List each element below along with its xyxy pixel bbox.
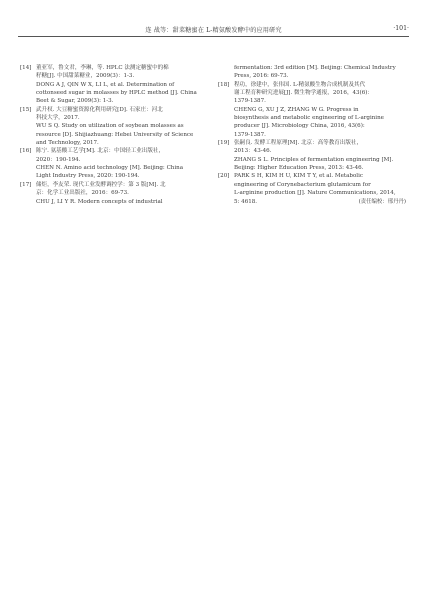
reference-entry <box>20 181 206 206</box>
running-header <box>18 24 409 37</box>
reference-line: Beijing: Higher Education Press, 2013: 43-46. <box>234 165 364 172</box>
reference-entry <box>20 64 206 106</box>
reference-line: 5: 4618. <box>234 198 258 205</box>
reference-line: CHU J, LI Y R. Modern concepts of industrial <box>36 198 163 205</box>
editor-note: (责任编校：邢丹丹) <box>358 198 406 205</box>
page-number: ·101· <box>393 25 409 32</box>
reference-line: Press, 2016: 69-73. <box>234 73 289 80</box>
reference-line: 程功，徐建中，张伟国. L-精氨酸生物合成机制及其代 <box>234 81 366 88</box>
reference-line: biosynthesis and metabolic engineering of L-arginine <box>234 115 384 122</box>
reference-line: 谢工程育种研究进展[J]. 微生物学通报，2016，43(6)： <box>234 90 373 97</box>
reference-line: producer [J]. Microbiology China, 2016, 43(6): <box>234 123 365 130</box>
reference-number: [18] <box>218 81 230 88</box>
reference-line: PARK S H, KIM H U, KIM T Y, et al. Metabolic <box>234 173 363 180</box>
reference-entry <box>218 139 406 172</box>
reference-number: [19] <box>218 140 230 147</box>
reference-line: engineering of Corynebacterium glutamicum for <box>234 181 371 188</box>
reference-line: 2013：43-46. <box>234 148 272 155</box>
reference-line: Beet & Sugar, 2009(3): 1-3. <box>36 98 114 105</box>
reference-line: and Technology, 2017. <box>36 140 99 147</box>
reference-entry <box>218 64 406 81</box>
reference-line: 科技大学，2017. <box>36 115 80 122</box>
references-left-column <box>20 64 206 206</box>
reference-line: 储炬，李友荣. 现代工业发酵调控学：第 3 版[M]. 北 <box>36 181 166 188</box>
reference-number: [14] <box>20 65 32 71</box>
reference-line: L-arginine production [J]. Nature Communications, 2014, <box>234 190 396 197</box>
reference-line: 张嗣良. 发酵工程原理[M]. 北京：高等教育出版社， <box>234 140 362 147</box>
reference-line: CHEN N. Amino acid technology [M]. Beijing: China <box>36 165 184 172</box>
reference-line: DONG A J, QIN W X, LI L, et al. Determination of <box>36 81 175 88</box>
reference-line: ZHANG S L. Principles of fermentation engineering [M]. <box>234 156 394 163</box>
reference-line: CHENG G, XU J Z, ZHANG W G. Progress in <box>234 106 359 113</box>
reference-line: cottonseed sugar in molasses by HPLC method [J]. China <box>36 90 197 97</box>
reference-line: Light Industry Press, 2020: 190-194. <box>36 173 140 180</box>
reference-entry <box>20 106 206 148</box>
reference-line: fermentation: 3rd edition [M]. Beijing: Chemical Industry <box>234 65 396 71</box>
reference-number: [15] <box>20 106 32 113</box>
reference-number: [17] <box>20 181 32 188</box>
reference-line: 2020：190-194. <box>36 156 81 163</box>
reference-entry <box>218 172 406 205</box>
references-right-column <box>218 64 406 205</box>
reference-line: 1379-1387. <box>234 98 266 105</box>
reference-line: 武升权. 大豆糖蜜资源化利用研究[D]. 石家庄：河北 <box>36 106 163 113</box>
reference-entry <box>218 81 406 139</box>
running-header-title: 连 战等：甜菜糖蜜在 L-精氨酸发酵中的应用研究 <box>145 27 282 34</box>
reference-line: WU S Q. Study on utilization of soybean molasses as <box>36 123 184 130</box>
reference-entry <box>20 147 206 180</box>
reference-line: 京：化学工业出版社，2016：69-73. <box>36 190 129 197</box>
reference-line: resource [D]. Shijiazhuang: Hebei University of Science <box>36 131 194 138</box>
reference-line: 1379-1387. <box>234 131 266 138</box>
reference-line: 陈宁. 氨基酸工艺学[M]. 北京：中国轻工业出版社， <box>36 148 164 155</box>
reference-line: 董亚军，鲁文君，李琳，等. HPLC 法测定糖蜜中的棉 <box>36 65 169 71</box>
reference-number: [20] <box>218 173 230 180</box>
reference-line: 籽糖[J]. 中国甜菜糖业，2009(3)：1-3. <box>36 73 135 80</box>
reference-number: [16] <box>20 148 32 155</box>
